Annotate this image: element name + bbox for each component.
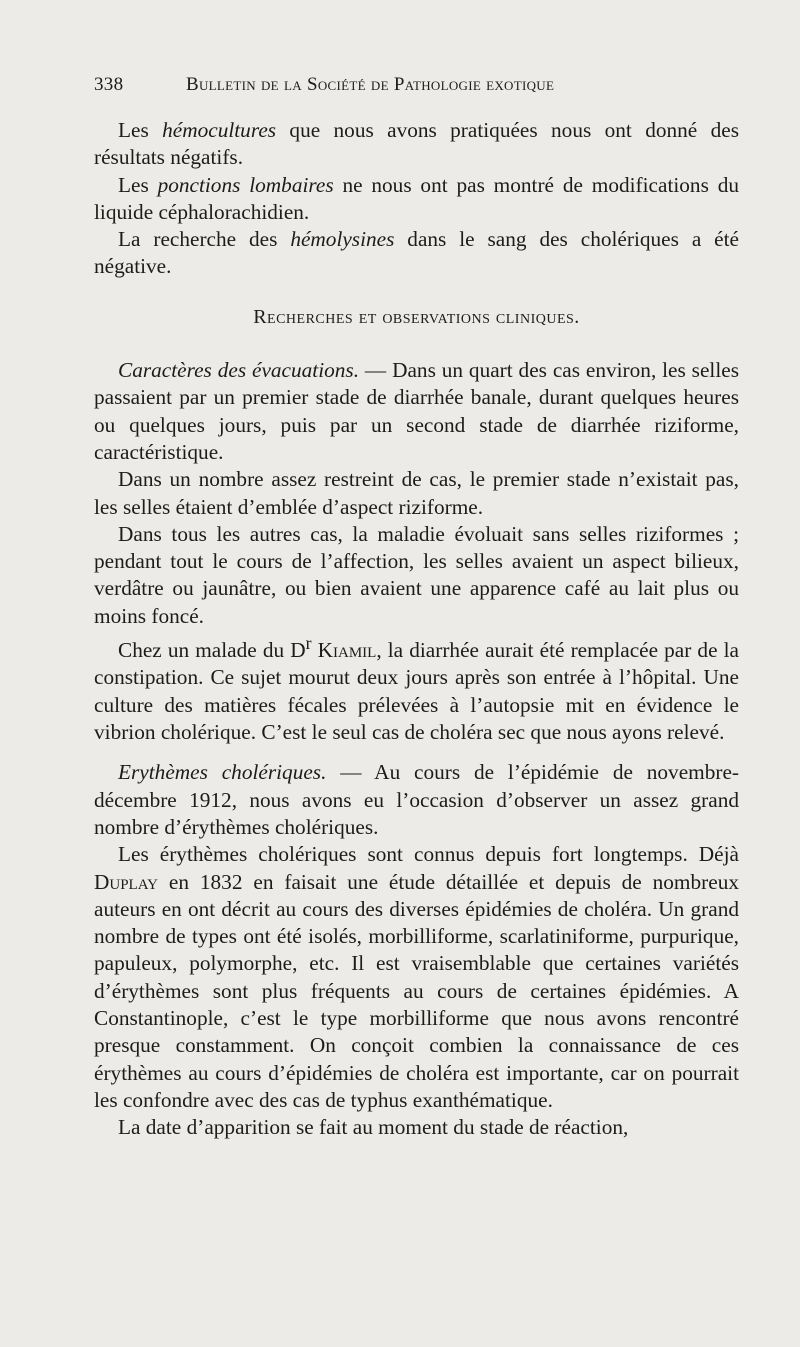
running-header xyxy=(94,74,744,104)
italic-term: hémocultures xyxy=(162,118,277,142)
text-run: Les érythèmes cholériques sont connus depuis fort longtemps. Déjà xyxy=(118,842,739,867)
text-run: — Dans un quart des cas environ, les selles passaient par un premier stade de diarrhée banale, durant quelques heures ou quelques jours, puis par un second stade de diarrhée riziforme, caractéristique. xyxy=(94,358,739,464)
paragraph-evacuations xyxy=(94,357,739,466)
paragraph-stade: Dans un nombre assez restreint de cas, le premier stade n’existait pas, les selles étaient d’emblée d’aspect riziforme. xyxy=(94,467,739,519)
paragraph-autres-cas: Dans tous les autres cas, la maladie évoluait sans selles riziformes ; pendant tout le cours de l’affection, les selles avaient un aspect bilieux, verdâtre ou jaunâtre, ou bien avaient une apparence café au lait plus ou moins foncé. xyxy=(94,521,739,628)
text-run: Les xyxy=(118,118,163,142)
text-run: ne nous ont pas montré de modifications du liquide céphalorachidien. xyxy=(94,172,739,224)
paragraph-duplay xyxy=(94,841,739,1114)
body-text xyxy=(94,117,739,1141)
journal-title: Bulletin de la Société de Pathologie exotique xyxy=(186,74,555,95)
paragraph-kiamil xyxy=(94,630,739,746)
text-run: en 1832 en faisait une étude détaillée et depuis de nombreux auteurs en ont décrit au cours des diverses épidémies de choléra. Un grand nombre de types ont été isolés, morbilliforme, scarlatiniforme, purpurique, papuleux, polymorphe, etc. Il est vraisemblable que certaines variétés d’érythèmes sont plus fréquents au cours de certaines épidémies. A Constantinople, c’est le type morbilliforme que nous avons rencontré presque constamment. On conçoit combien la connaissance de ces érythèmes au cours d’épidémies de choléra est importante, car on pourrait les confondre avec des cas de typhus exanthématique. xyxy=(94,869,739,1112)
author-name: Duplay xyxy=(94,869,159,894)
superscript: r xyxy=(305,633,312,654)
italic-heading: Caractères des évacuations. xyxy=(118,358,360,383)
italic-term: hémolysines xyxy=(290,227,395,252)
paragraph-date-apparition: La date d’apparition se fait au moment du stade de réaction, xyxy=(118,1115,629,1140)
text-run: Les xyxy=(118,172,158,197)
text-run: que nous avons pratiquées nous ont donné des résultats négatifs. xyxy=(94,118,739,170)
section-heading: Recherches et observations cliniques. xyxy=(253,305,580,328)
text-run: dans le sang des cholériques a été négative. xyxy=(94,227,739,279)
page-number: 338 xyxy=(94,74,124,95)
paragraph-ponctions xyxy=(94,172,739,227)
text-run: La recherche des xyxy=(118,227,291,252)
paragraph-hemocultures xyxy=(94,117,739,172)
paragraph-hemolysines xyxy=(94,226,739,281)
author-name: Kiamil xyxy=(317,638,377,663)
text-run: — Au cours de l’épidémie de novembre-décembre 1912, nous avons eu l’occasion d’observer un assez grand nombre d’érythèmes cholériques. xyxy=(94,760,739,839)
italic-term: ponctions lombaires xyxy=(157,172,334,197)
paragraph-erythemes xyxy=(94,759,739,841)
italic-heading: Erythèmes cholériques. xyxy=(118,760,327,785)
text-run: , la diarrhée aurait été remplacée par de la constipation. Ce sujet mourut deux jours après son entrée à l’hôpital. Une culture des matières fécales prélevées à l’autopsie mit en évidence le vibrion cholérique. C’est le seul cas de choléra sec que nous ayons relevé. xyxy=(94,638,740,745)
text-run: Chez un malade du D xyxy=(118,638,306,663)
